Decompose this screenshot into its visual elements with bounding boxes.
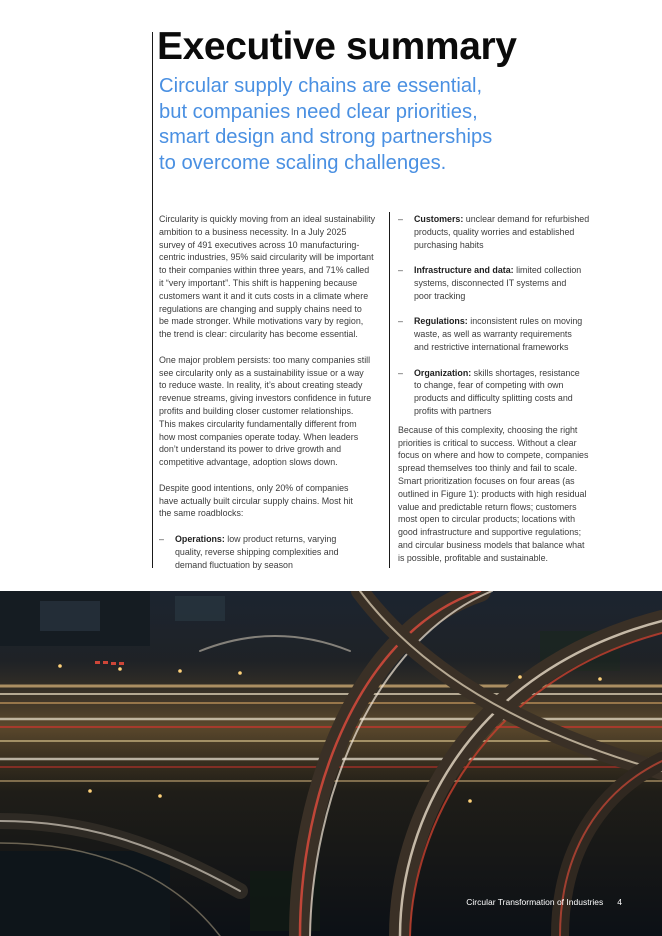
bullet-label: Organization: bbox=[414, 367, 472, 378]
bullet-dash: – bbox=[398, 214, 403, 224]
subtitle-line: smart design and strong partnerships bbox=[159, 126, 493, 148]
paragraph-roadblocks bbox=[159, 482, 387, 520]
paragraph-problem bbox=[159, 354, 387, 469]
column-divider-rule bbox=[389, 212, 390, 568]
text-line: One major problem persists: too many companies still bbox=[159, 354, 371, 365]
text-line: the same roadblocks: bbox=[159, 508, 244, 519]
bullet-operations bbox=[159, 533, 387, 571]
paragraph-prioritization bbox=[398, 424, 624, 565]
bullet-label: Customers: bbox=[414, 214, 464, 224]
footer-report-title: Circular Transformation of Industries bbox=[466, 897, 604, 907]
text-line: the trend is clear: circularity has become essential. bbox=[159, 329, 358, 340]
text-line: to their companies within three years, and 71% called bbox=[159, 265, 370, 276]
text-line: is possible, profitable and sustainable. bbox=[398, 552, 548, 563]
text-line: to reduce waste. In reality, it’s about creating steady bbox=[159, 380, 363, 391]
text-line: waste, as well as warranty requirements bbox=[414, 329, 572, 340]
bullet-dash: – bbox=[159, 533, 164, 544]
text-line: see circularity only as a sustainability issue or a way bbox=[159, 367, 364, 378]
text-line: ambition to a business necessity. In a July 2025 bbox=[159, 226, 347, 237]
text-line: survey of 491 executives across 10 manufacturing- bbox=[159, 239, 360, 250]
bullet-customers bbox=[398, 213, 624, 251]
text-line: products and difficulty splitting costs and bbox=[414, 393, 573, 404]
text-line: it “very important”. This shift is happening because bbox=[159, 277, 358, 288]
subtitle-line: Circular supply chains are essential, bbox=[159, 75, 483, 97]
text-line: have actually built circular supply chains. Most hit bbox=[159, 495, 353, 506]
subtitle-line: but companies need clear priorities, bbox=[159, 100, 478, 123]
text-line: This makes circularity fundamentally different from bbox=[159, 418, 357, 429]
text-line: and circular business models that balance what bbox=[398, 539, 585, 550]
text-line: value and predictable return flows; customers bbox=[398, 501, 577, 512]
paragraph-intro bbox=[159, 213, 387, 341]
text-line: poor tracking bbox=[414, 290, 466, 301]
text-line: priorities is critical to success. Without a clear bbox=[398, 437, 577, 448]
text-line: quality, reverse shipping complexities and bbox=[175, 546, 339, 557]
text-line: to change, fear of competing with own bbox=[414, 380, 564, 391]
text-line: good infrastructure and supportive regulations; bbox=[398, 527, 582, 538]
text-line: unclear demand for refurbished bbox=[463, 214, 590, 224]
text-line: don’t understand its power to drive growth and bbox=[159, 444, 342, 455]
text-line: low product returns, varying bbox=[224, 533, 337, 544]
text-line: Because of this complexity, choosing the right bbox=[398, 424, 578, 435]
text-line: competitive advantage, adoption slows down. bbox=[159, 457, 338, 468]
text-line: revenue streams, giving investors confidence in future bbox=[159, 393, 372, 404]
text-line: focus on where and how to compete, companies bbox=[398, 450, 589, 461]
text-line: limited collection bbox=[513, 265, 582, 276]
right-text-column bbox=[398, 213, 624, 565]
bullet-label: Regulations: bbox=[414, 316, 468, 327]
text-line: inconsistent rules on moving bbox=[467, 316, 583, 327]
subtitle bbox=[159, 74, 559, 176]
text-line: customers want it and it cuts costs in a climate where bbox=[159, 290, 369, 301]
text-line: be made stronger. While motivations vary by region, bbox=[159, 316, 364, 327]
text-line: Despite good intentions, only 20% of companies bbox=[159, 482, 349, 493]
text-line: skills shortages, resistance bbox=[471, 367, 580, 378]
text-line: Circularity is quickly moving from an ideal sustainability bbox=[159, 214, 376, 224]
text-line: spread themselves too thinly and fail to scale. bbox=[398, 463, 578, 474]
text-line: products, quality worries and established bbox=[414, 226, 575, 237]
text-line: and restrictive international frameworks bbox=[414, 341, 569, 352]
bullet-regulations bbox=[398, 315, 624, 353]
bullet-dash: – bbox=[398, 265, 403, 276]
subtitle-line: to overcome scaling challenges. bbox=[159, 151, 447, 174]
left-text-column bbox=[159, 213, 387, 571]
page-footer bbox=[466, 897, 622, 907]
text-line: Smart prioritization focuses on four areas (as bbox=[398, 475, 575, 486]
text-line: most open to circular products; locations with bbox=[398, 514, 576, 525]
text-line: centric industries, 95% said circularity will be important bbox=[159, 252, 374, 263]
bullet-dash: – bbox=[398, 367, 403, 378]
text-line: outlined in Figure 1): products with high residual bbox=[398, 488, 587, 499]
bullet-organization bbox=[398, 367, 624, 418]
text-line: purchasing habits bbox=[414, 239, 484, 250]
text-line: systems, disconnected IT systems and bbox=[414, 277, 567, 288]
bullet-dash: – bbox=[398, 316, 403, 327]
bullet-label: Infrastructure and data: bbox=[414, 265, 514, 276]
page-number: 4 bbox=[617, 897, 622, 907]
bullet-infrastructure bbox=[398, 264, 624, 302]
text-line: profits and building closer customer relationships. bbox=[159, 405, 354, 416]
text-line: demand fluctuation by season bbox=[175, 559, 293, 570]
text-line: profits with partners bbox=[414, 405, 492, 416]
page-title: Executive summary bbox=[157, 25, 517, 68]
text-line: regulations are changing and supply chains need to bbox=[159, 303, 362, 314]
left-vertical-rule bbox=[152, 32, 153, 568]
highway-interchange-photo bbox=[0, 591, 662, 936]
bullet-label: Operations: bbox=[175, 533, 225, 544]
text-line: how most companies operate today. When leaders bbox=[159, 431, 359, 442]
